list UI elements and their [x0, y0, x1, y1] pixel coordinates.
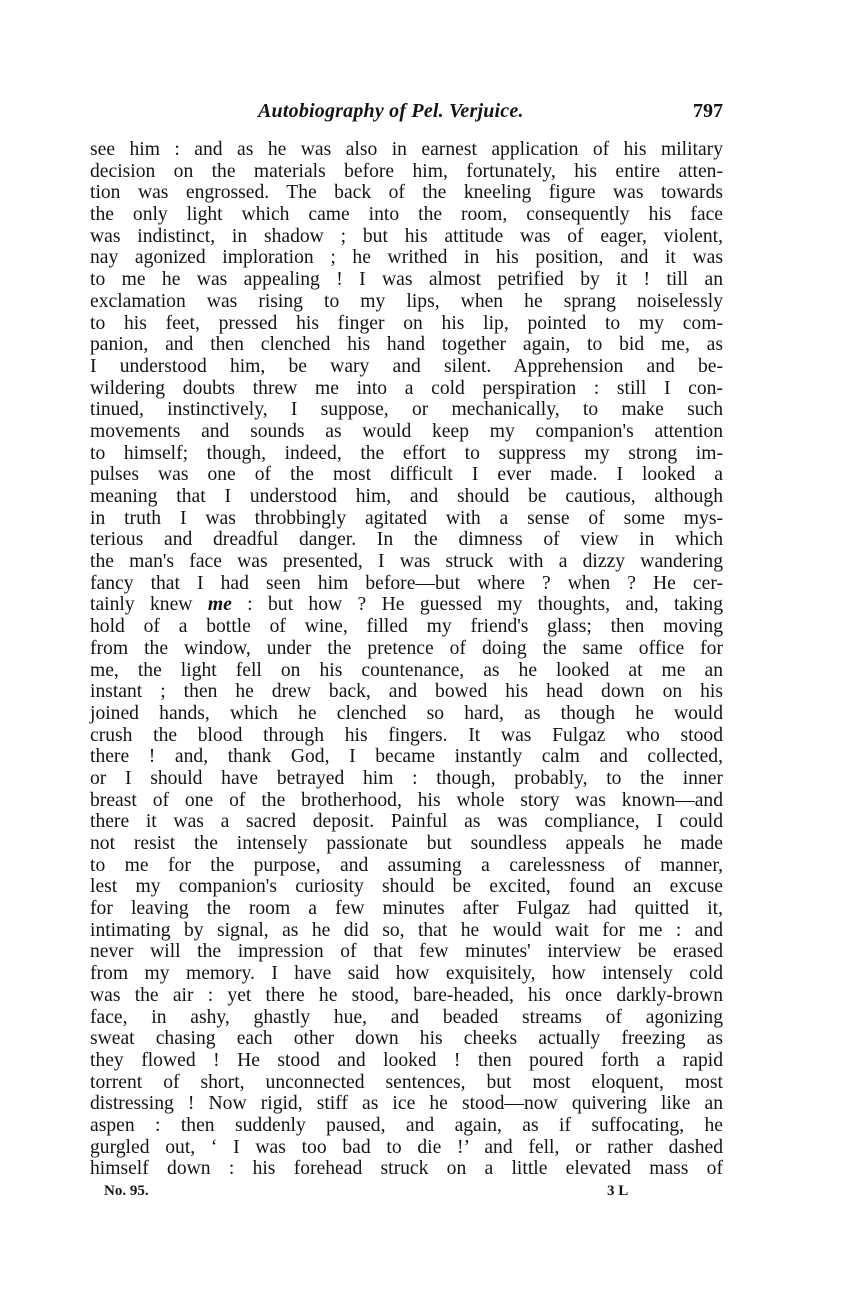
text-line: there it was a sacred deposit. Painful as was compliance, I could [90, 811, 723, 833]
text-line: instant ; then he drew back, and bowed his head down on his [90, 681, 723, 703]
running-title: Autobiography of Pel. Verjuice. [258, 100, 524, 122]
text-line: never will the impression of that few minutes' interview be erased [90, 941, 723, 963]
text-line: fancy that I had seen him before—but where ? when ? He cer- [90, 572, 723, 594]
text-line: nay agonized imploration ; he writhed in his position, and it was [90, 247, 723, 269]
text-line: for leaving the room a few minutes after Fulgaz had quitted it, [90, 898, 723, 920]
text-line: intimating by signal, as he did so, that he would wait for me : and [90, 919, 723, 941]
text-line: face, in ashy, ghastly hue, and beaded streams of agonizing [90, 1006, 723, 1028]
text-line: me, the light fell on his countenance, as he looked at me an [90, 659, 723, 681]
text-line: from the window, under the pretence of doing the same office for [90, 637, 723, 659]
text-line: was the air : yet there he stood, bare-headed, his once darkly-brown [90, 984, 723, 1006]
page-footer [90, 1183, 723, 1203]
text-line: I understood him, be wary and silent. Apprehension and be- [90, 355, 723, 377]
text-line: lest my companion's curiosity should be excited, found an excuse [90, 876, 723, 898]
text-line: decision on the materials before him, fortunately, his entire atten- [90, 160, 723, 182]
signature-mark: 3 L [607, 1183, 629, 1199]
text-line: joined hands, which he clenched so hard, as though he would [90, 702, 723, 724]
text-line: terious and dreadful danger. In the dimness of view in which [90, 529, 723, 551]
text-line: pulses was one of the most difficult I ever made. I looked a [90, 464, 723, 486]
text-line: movements and sounds as would keep my companion's attention [90, 420, 723, 442]
text-line: gurgled out, ‘ I was too bad to die !’ and fell, or rather dashed [90, 1136, 723, 1158]
text-line: to himself; though, indeed, the effort to suppress my strong im- [90, 442, 723, 464]
text-line: to me he was appealing ! I was almost petrified by it ! till an [90, 269, 723, 291]
issue-number: No. 95. [104, 1183, 149, 1199]
text-line: hold of a bottle of wine, filled my friend's glass; then moving [90, 616, 723, 638]
page-number: 797 [693, 100, 723, 122]
text-line: aspen : then suddenly paused, and again, as if suffocating, he [90, 1114, 723, 1136]
text-line: crush the blood through his fingers. It was Fulgaz who stood [90, 724, 723, 746]
running-head [90, 100, 723, 124]
text-line: breast of one of the brotherhood, his whole story was known—and [90, 789, 723, 811]
text-line: distressing ! Now rigid, stiff as ice he stood—now quivering like an [90, 1093, 723, 1115]
text-line: sweat chasing each other down his cheeks actually freezing as [90, 1028, 723, 1050]
text-line: tinued, instinctively, I suppose, or mechanically, to make such [90, 399, 723, 421]
body-text [90, 139, 723, 1180]
emphasis: me [207, 594, 232, 616]
text-line: from my memory. I have said how exquisitely, how intensely cold [90, 963, 723, 985]
text-line: himself down : his forehead struck on a little elevated mass of [90, 1158, 723, 1180]
text-line: or I should have betrayed him : though, probably, to the inner [90, 767, 723, 789]
text-line: the man's face was presented, I was struck with a dizzy wandering [90, 551, 723, 573]
text-line: not resist the intensely passionate but soundless appeals he made [90, 833, 723, 854]
text-line: torrent of short, unconnected sentences, but most eloquent, most [90, 1071, 723, 1093]
text-line: panion, and then clenched his hand together again, to bid me, as [90, 334, 723, 356]
text-line: there ! and, thank God, I became instantly calm and collected, [90, 746, 723, 768]
text-line: see him : and as he was also in earnest application of his military [90, 139, 723, 160]
text-line: they flowed ! He stood and looked ! then poured forth a rapid [90, 1049, 723, 1071]
text-line: the only light which came into the room, consequently his face [90, 204, 723, 226]
text-line: exclamation was rising to my lips, when he sprang noiselessly [90, 290, 723, 312]
text-line: meaning that I understood him, and should be cautious, although [90, 486, 723, 507]
text-line: to his feet, pressed his finger on his lip, pointed to my com- [90, 312, 723, 334]
text-line: was indistinct, in shadow ; but his attitude was of eager, violent, [90, 225, 723, 247]
text-line: tainly knew me : but how ? He guessed my thoughts, and, taking [90, 594, 723, 616]
text-line: wildering doubts threw me into a cold perspiration : still I con- [90, 377, 723, 399]
text-line: in truth I was throbbingly agitated with a sense of some mys- [90, 507, 723, 529]
text-line: to me for the purpose, and assuming a carelessness of manner, [90, 854, 723, 876]
text-line: tion was engrossed. The back of the kneeling figure was towards [90, 182, 723, 204]
